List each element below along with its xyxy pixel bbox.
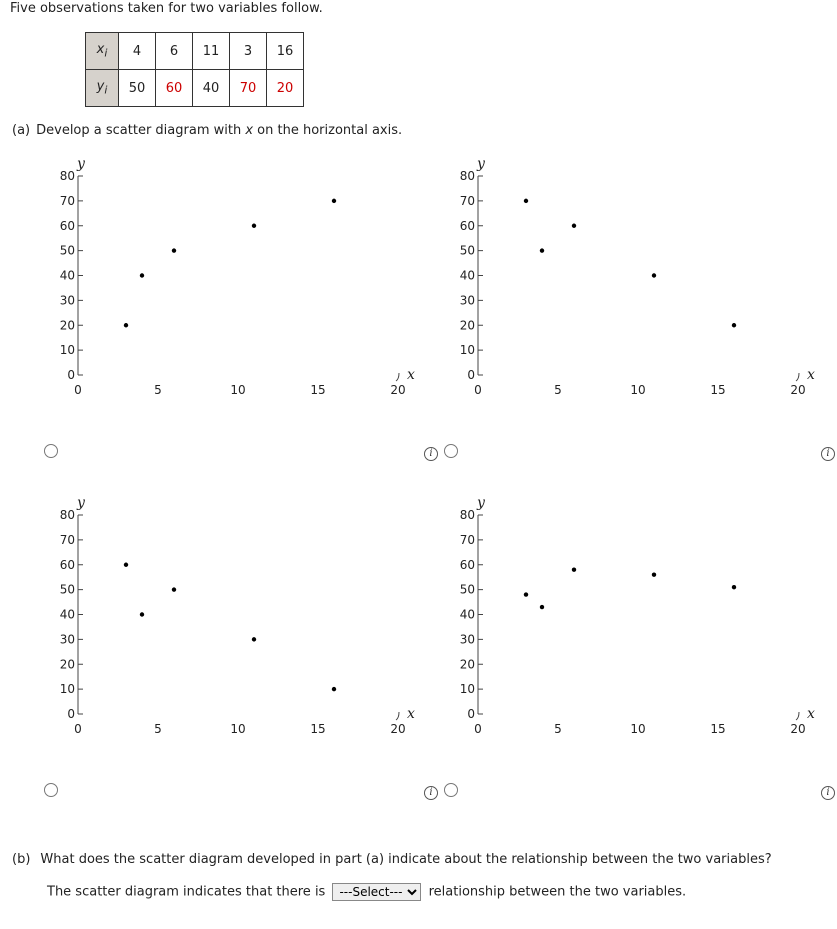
x-axis-label: x [807,367,815,383]
y-cell: 40 [193,70,230,107]
y-tick-label: 30 [59,293,75,308]
scatter-point [252,224,256,228]
y-axis-label: y [477,495,485,511]
scatter-point [332,687,336,691]
x-cell: 11 [193,33,230,70]
scatter-point [140,273,144,277]
y-tick-label: 80 [59,508,75,522]
scatter-point [124,323,128,327]
y-tick-label: 30 [459,293,475,308]
x-cell: 16 [267,33,304,70]
scatter-point [332,199,336,203]
y-tick-label: 80 [459,169,475,183]
scatter-point [540,605,544,609]
y-tick-label: 30 [59,632,75,647]
x-tick-label: 0 [74,722,82,736]
x-tick-label: 10 [230,383,246,397]
intro-text: Five observations taken for two variables follow. [10,1,323,16]
part-a-text-end: on the horizontal axis. [253,123,403,138]
y-header: $y_i$ [86,70,119,107]
x-tick-label: 10 [230,722,246,736]
y-tick-label: 0 [67,368,75,382]
x-tick-label: 5 [554,383,562,397]
y-axis-label: y [77,495,85,511]
scatter-point [652,273,656,277]
radio-option-a[interactable] [44,444,58,458]
y-tick-label: 50 [59,582,75,597]
x-axis-end-mark [796,373,799,381]
y-tick-label: 50 [459,243,475,258]
x-axis-label: x [407,706,415,722]
y-tick-label: 20 [59,657,75,672]
info-icon[interactable]: i [424,786,438,800]
y-tick-label: 60 [459,557,475,572]
scatter-point [572,568,576,572]
y-cell: 70 [230,70,267,107]
scatter-plot-c [0,489,420,754]
part-b-question: What does the scatter diagram developed in part (a) indicate about the relationship between the two variables? [40,852,772,867]
x-tick-label: 5 [154,722,162,736]
x-header: $x_i$ [86,33,119,70]
y-tick-label: 20 [59,318,75,333]
x-cell: 3 [230,33,267,70]
part-b-label: (b) [12,852,31,867]
y-tick-label: 0 [467,368,475,382]
y-tick-label: 30 [459,632,475,647]
y-cell: 50 [119,70,156,107]
scatter-point [524,592,528,596]
scatter-svg-a [0,150,420,415]
y-cell: 60 [156,70,193,107]
y-axis-label: y [77,156,85,172]
part-b-prompt [12,852,772,867]
x-axis-label: x [407,367,415,383]
part-a-prompt [12,123,402,138]
y-tick-label: 20 [459,318,475,333]
y-tick-label: 50 [459,582,475,597]
x-tick-label: 20 [390,722,406,736]
y-tick-label: 60 [59,557,75,572]
scatter-point [540,248,544,252]
y-axis-label: y [477,156,485,172]
radio-option-b[interactable] [444,444,458,458]
y-tick-label: 80 [59,169,75,183]
y-tick-label: 10 [459,682,475,697]
x-tick-label: 0 [474,722,482,736]
y-tick-label: 0 [467,707,475,721]
scatter-svg-d [400,489,820,754]
info-icon[interactable]: i [424,447,438,461]
answer-text-after: relationship between the two variables. [428,884,687,900]
scatter-svg-b [400,150,820,415]
scatter-point [140,612,144,616]
x-tick-label: 15 [710,383,726,397]
x-tick-label: 15 [710,722,726,736]
y-row [86,70,304,107]
scatter-plot-d [400,489,820,754]
scatter-point [172,248,176,252]
x-cell: 4 [119,33,156,70]
scatter-point [124,563,128,567]
y-tick-label: 60 [459,218,475,233]
scatter-point [524,199,528,203]
scatter-point [252,637,256,641]
info-icon[interactable]: i [821,786,835,800]
scatter-point [652,573,656,577]
part-a-var: x [245,123,254,138]
y-tick-label: 0 [67,707,75,721]
y-tick-label: 80 [459,508,475,522]
x-axis-end-mark [396,712,399,720]
y-tick-label: 10 [459,343,475,358]
y-cell: 20 [267,70,304,107]
part-b-answer-line [47,883,686,901]
x-axis-end-mark [796,712,799,720]
y-tick-label: 70 [59,193,75,208]
observations-table [85,32,304,107]
radio-option-c[interactable] [44,783,58,797]
y-tick-label: 40 [459,607,475,622]
scatter-point [732,585,736,589]
x-tick-label: 10 [630,383,646,397]
y-tick-label: 70 [459,532,475,547]
x-tick-label: 0 [74,383,82,397]
relationship-select[interactable] [332,883,421,901]
info-icon[interactable]: i [821,447,835,461]
x-tick-label: 5 [554,722,562,736]
scatter-point [172,587,176,591]
x-tick-label: 20 [790,722,806,736]
y-tick-label: 60 [59,218,75,233]
part-a-label: (a) [12,123,31,138]
y-tick-label: 40 [459,268,475,283]
y-tick-label: 70 [459,193,475,208]
radio-option-d[interactable] [444,783,458,797]
x-row [86,33,304,70]
x-tick-label: 15 [310,383,326,397]
x-axis-label: x [807,706,815,722]
part-a-text: Develop a scatter diagram with [36,123,246,138]
x-tick-label: 15 [310,722,326,736]
y-tick-label: 40 [59,268,75,283]
x-tick-label: 5 [154,383,162,397]
x-tick-label: 20 [390,383,406,397]
answer-text-before: The scatter diagram indicates that there is [47,884,326,900]
x-axis-end-mark [396,373,399,381]
y-tick-label: 10 [59,682,75,697]
y-tick-label: 70 [59,532,75,547]
y-tick-label: 50 [59,243,75,258]
y-tick-label: 40 [59,607,75,622]
y-tick-label: 20 [459,657,475,672]
x-tick-label: 10 [630,722,646,736]
scatter-svg-c [0,489,420,754]
x-cell: 6 [156,33,193,70]
x-tick-label: 0 [474,383,482,397]
y-tick-label: 10 [59,343,75,358]
scatter-point [572,224,576,228]
x-tick-label: 20 [790,383,806,397]
scatter-point [732,323,736,327]
scatter-plot-a [0,150,420,415]
scatter-plot-b [400,150,820,415]
